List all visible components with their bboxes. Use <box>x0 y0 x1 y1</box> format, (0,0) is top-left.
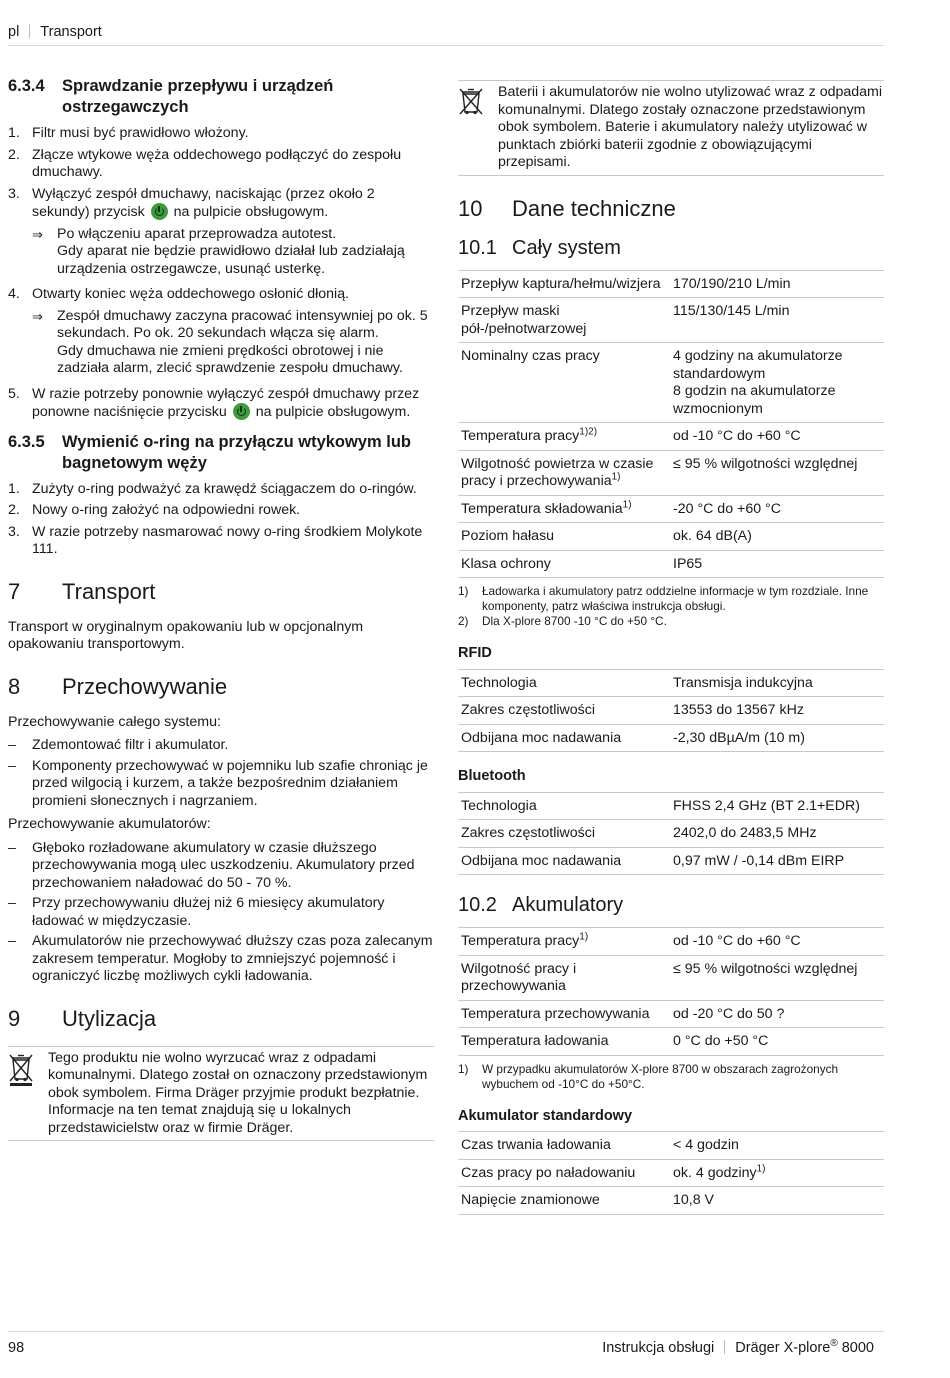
table-row <box>458 550 884 578</box>
table-row <box>458 1028 884 1056</box>
spec-label: Poziom hałasu <box>458 523 670 551</box>
spec-label: Czas trwania ładowania <box>458 1132 670 1160</box>
standard-battery-caption: Akumulator standardowy <box>458 1107 633 1124</box>
table-row <box>458 792 884 820</box>
spec-value: 170/190/210 L/min <box>670 270 884 298</box>
spec-label: Temperatura pracy$^{1)2)}$ <box>458 423 670 451</box>
heading-6-3-4: 6.3.4 Sprawdzanie przepływu i urządzeń ostrzegawczych <box>8 77 334 116</box>
spec-label: Przepływ kaptura/hełmu/wizjera <box>458 270 670 298</box>
spec-value: 0,97 mW / -0,14 dBm EIRP <box>670 847 884 875</box>
spec-value: ≤ 95 % wilgotności względnej <box>670 955 884 1000</box>
spec-label: Czas pracy po naładowaniu <box>458 1159 670 1187</box>
heading-8-storage: 8 Przechowywanie <box>8 673 228 699</box>
page-number: 98 <box>8 1340 25 1356</box>
list-item: 3. W razie potrzeby nasmarować nowy o-ring środkiem Molykote 111. <box>8 523 423 557</box>
bluetooth-spec-table <box>458 792 884 876</box>
spec-label: Wilgotność pracy i przechowywania <box>458 955 670 1000</box>
page-header <box>8 24 884 46</box>
list-item: 3. Wyłączyć zespół dmuchawy, naciskając (przez około 2 sekundy) przycisk na pulpicie obsługowym. ⇒ Po włączeniu aparat przeprowadza autotest. Gdy aparat nie będzie prawidłowo działał lub zadziałają urządzenia ostrzegawcze, usunąć usterkę. <box>8 186 434 283</box>
footnote-ref: 1) <box>622 498 632 510</box>
spec-value: 13553 do 13567 kHz <box>670 697 884 725</box>
table-row <box>458 820 884 848</box>
crossed-bin-icon <box>8 1050 48 1138</box>
spec-label: Zakres częstotliwości <box>458 820 670 848</box>
list-item: – Zdemontować filtr i akumulator. <box>8 737 229 753</box>
rfid-caption: RFID <box>458 645 492 661</box>
standard-battery-table <box>458 1131 884 1215</box>
spec-value: -20 °C do +60 °C <box>670 495 884 523</box>
spec-value: ok. 4 godziny$^{1)}$ <box>670 1159 884 1187</box>
footnote-ref: 1)2) <box>579 426 598 438</box>
list-item: – Komponenty przechowywać w pojemniku lub szafie chroniąc je przed wilgocią i kurzem, a także bezpośrednim działaniem promieni słonecznych i nagrzaniem. <box>8 757 428 809</box>
registered-mark: ® <box>830 1338 838 1350</box>
heading-6-3-5: 6.3.5 Wymienić o-ring na przyłączu wtykowym lub bagnetowym węży <box>8 432 412 472</box>
spec-label: Odbijana moc nadawania <box>458 847 670 875</box>
spec-value: FHSS 2,4 GHz (BT 2.1+EDR) <box>670 792 884 820</box>
spec-label: Napięcie znamionowe <box>458 1187 670 1215</box>
result-note: ⇒ Zespół dmuchawy zaczyna pracować intensywniej po ok. 5 sekundach. Po ok. 20 sekundach włącza się alarm. Gdy dmuchawa nie zmieni prędkości obrotowej i nie zadziała alarm, zlecić sprawdzenie zespołu dmuchawy. <box>32 307 428 376</box>
product-disposal-note: Tego produktu nie wolno wyrzucać wraz z odpadami komunalnymi. Dlatego został on oznaczony przedstawionym obok symbolem. Firma Dräger przyjmie produkt bezpłatnie. Informacje na ten temat znajdują się u lokalnych przedstawicielstw oraz w firmie Dräger. <box>8 1046 434 1142</box>
table-row <box>458 270 884 298</box>
table-row <box>458 298 884 343</box>
table-row <box>458 724 884 752</box>
system-footnotes <box>458 584 884 629</box>
spec-label: Przepływ maski pół-/pełnotwarzowej <box>458 298 670 343</box>
heading-10-2-batteries: 10.2 Akumulatory <box>458 894 624 916</box>
spec-label: Temperatura pracy$^{1)}$ <box>458 928 670 956</box>
list-item: 4. Otwarty koniec węża oddechowego osłonić dłonią. ⇒ Zespół dmuchawy zaczyna pracować intensywniej po ok. 5 sekundach. Po ok. 20 sekundach włącza się alarm. Gdy dmuchawa nie zmieni prędkości obrotowej i nie zadziała alarm, zlecić sprawdzenie zespołu dmuchawy. <box>8 286 434 382</box>
footer-product: Dräger X-plore <box>735 1340 831 1356</box>
spec-label: Wilgotność powietrza w czasie pracy i przechowywania$^{1)}$ <box>458 450 670 495</box>
list-item: – Akumulatorów nie przechowywać dłuższy czas poza zalecanym zakresem temperatur. Mogłoby to zmniejszyć pojemność i ograniczyć liczbę możliwych cykli ładowania. <box>8 933 433 984</box>
spec-value: -2,30 dBµA/m (10 m) <box>670 724 884 752</box>
list-item: 2. Nowy o-ring założyć na odpowiedni rowek. <box>8 502 301 518</box>
list-item: 2. Złącze wtykowe węża oddechowego podłączyć do zespołu dmuchawy. <box>8 146 402 180</box>
table-row <box>458 495 884 523</box>
list-item: 1. Filtr musi być prawidłowo włożony. <box>8 125 249 141</box>
steps-6-3-5 <box>8 481 434 559</box>
table-row <box>458 928 884 956</box>
list-item: – Głęboko rozładowane akumulatory w czasie dłuższego przechowywania mogą ulec uszkodzeniu. Akumulatory przed przechowaniem naładować do 50 - 70 %. <box>8 839 415 891</box>
table-row <box>458 955 884 1000</box>
spec-value: Transmisja indukcyjna <box>670 669 884 697</box>
footnote-ref: 1) <box>611 471 621 483</box>
spec-label: Temperatura przechowywania <box>458 1000 670 1028</box>
power-button-icon <box>233 403 250 420</box>
spec-value: IP65 <box>670 550 884 578</box>
table-row <box>458 343 884 423</box>
spec-value: 115/130/145 L/min <box>670 298 884 343</box>
battery-footnotes <box>458 1062 884 1092</box>
bluetooth-caption: Bluetooth <box>458 768 526 784</box>
power-button-icon <box>151 203 168 220</box>
spec-value: 2402,0 do 2483,5 MHz <box>670 820 884 848</box>
footnote: 1) W przypadku akumulatorów X-plore 8700 w obszarach zagrożonych wybuchem od -10°C do +50°C. <box>458 1061 839 1091</box>
result-note: ⇒ Po włączeniu aparat przeprowadza autotest. Gdy aparat nie będzie prawidłowo działał lub zadziałają urządzenia ostrzegawcze, usunąć usterkę. <box>32 225 405 277</box>
spec-label: Technologia <box>458 792 670 820</box>
result-arrow-icon: ⇒ <box>32 226 43 242</box>
table-row <box>458 423 884 451</box>
footnote: 1) Ładowarka i akumulatory patrz oddzielne informacje w tym rozdziale. Inne komponenty, patrz właściwa instrukcja obsługi. <box>458 584 869 613</box>
storage-intro-batteries: Przechowywanie akumulatorów: <box>8 816 211 832</box>
footnote-ref: 1) <box>756 1162 766 1174</box>
spec-label: Zakres częstotliwości <box>458 697 670 725</box>
spec-value: ≤ 95 % wilgotności względnej <box>670 450 884 495</box>
spec-value: 4 godziny na akumulatorze standardowym 8 godzin na akumulatorze wzmocnionym <box>670 343 884 423</box>
spec-label: Odbijana moc nadawania <box>458 724 670 752</box>
table-row <box>458 669 884 697</box>
header-divider <box>29 24 30 38</box>
spec-value: ok. 64 dB(A) <box>670 523 884 551</box>
left-column <box>8 72 434 1141</box>
footer-model: 8000 <box>841 1340 874 1356</box>
storage-battery-list <box>8 840 434 986</box>
spec-label: Temperatura składowania$^{1)}$ <box>458 495 670 523</box>
list-item: 5. W razie potrzeby ponownie wyłączyć zespół dmuchawy przez ponowne naciśnięcie przycisku na pulpicie obsługowym. <box>8 385 420 420</box>
right-column <box>458 80 884 1215</box>
rfid-spec-table <box>458 669 884 753</box>
spec-label: Nominalny czas pracy <box>458 343 670 423</box>
spec-label: Klasa ochrony <box>458 550 670 578</box>
footnote: 2) Dla X-plore 8700 -10 °C do +50 °C. <box>458 614 667 628</box>
list-item: 1. Zużyty o-ring podważyć za krawędź ściągaczem do o-ringów. <box>8 480 417 497</box>
steps-6-3-4 <box>8 125 434 422</box>
list-item: – Przy przechowywaniu dłużej niż 6 miesięcy akumulatory ładować w międzyczasie. <box>8 895 385 929</box>
result-arrow-icon: ⇒ <box>32 308 43 324</box>
transport-text: Transport w oryginalnym opakowaniu lub w opcjonalnym opakowaniu transportowym. <box>8 618 364 652</box>
table-row <box>458 523 884 551</box>
storage-system-list <box>8 737 434 810</box>
battery-disposal-note: Baterii i akumulatorów nie wolno utylizować wraz z odpadami komunalnymi. Dlatego zostały oznaczone przedstawionym obok symbolem. Baterie i akumulatory należy utylizować w punktach zbiórki baterii zgodnie z obowiązującymi przepisami. <box>458 80 884 176</box>
table-row <box>458 450 884 495</box>
spec-label: Technologia <box>458 669 670 697</box>
spec-value: od -10 °C do +60 °C <box>670 928 884 956</box>
heading-10-technical-data: 10 Dane techniczne <box>458 195 676 221</box>
heading-9-disposal: 9 Utylizacja <box>8 1005 157 1031</box>
storage-intro-system: Przechowywanie całego systemu: <box>8 713 221 730</box>
header-section: Transport <box>40 24 102 40</box>
header-language: pl <box>8 24 20 40</box>
table-row <box>458 1159 884 1187</box>
table-row <box>458 697 884 725</box>
table-row <box>458 847 884 875</box>
footnote-ref: 1) <box>579 931 589 943</box>
table-row <box>458 1187 884 1215</box>
crossed-bin-icon <box>458 84 498 172</box>
table-row <box>458 1000 884 1028</box>
heading-10-1-system: 10.1 Cały system <box>458 236 621 259</box>
table-row <box>458 1132 884 1160</box>
spec-value: 10,8 V <box>670 1187 884 1215</box>
page-footer <box>8 1331 884 1358</box>
spec-value: 0 °C do +50 °C <box>670 1028 884 1056</box>
spec-value: od -10 °C do +60 °C <box>670 423 884 451</box>
heading-7-transport: 7 Transport <box>8 578 156 604</box>
battery-spec-table <box>458 927 884 1056</box>
spec-label: Temperatura ładowania <box>458 1028 670 1056</box>
footer-doc-type: Instrukcja obsługi <box>602 1340 715 1356</box>
spec-value: < 4 godzin <box>670 1132 884 1160</box>
spec-value: od -20 °C do 50 ? <box>670 1000 884 1028</box>
footer-divider <box>724 1340 725 1354</box>
system-spec-table <box>458 270 884 579</box>
